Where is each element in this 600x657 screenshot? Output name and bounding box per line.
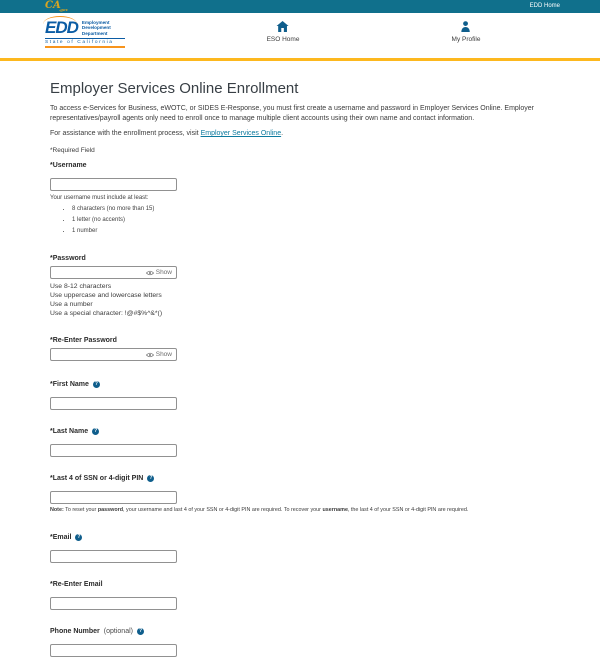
reenter-password-input-group	[50, 348, 177, 361]
main-content	[0, 61, 600, 657]
ca-gov-logo-suffix: .gov	[58, 7, 68, 12]
assistance-prefix: For assistance with the enrollment process, visit	[50, 130, 201, 137]
eye-icon	[146, 352, 154, 358]
home-icon	[277, 21, 289, 32]
help-icon[interactable]: ?	[94, 381, 98, 387]
phone-label: Phone Number (optional) ?	[50, 628, 143, 635]
phone-optional-label: (optional)	[103, 628, 133, 635]
note-text: , your username and last 4 of your SSN or 4-digit PIN are required. To recover your	[123, 507, 323, 513]
reenter-email-label: *Re-Enter Email	[50, 581, 103, 588]
required-field-note: *Required Field	[50, 147, 95, 154]
reenter-email-input[interactable]	[50, 597, 177, 610]
assistance-line	[50, 130, 560, 137]
username-label: *Username	[50, 162, 87, 169]
username-requirements-list	[72, 205, 560, 235]
ssn-pin-input[interactable]	[50, 491, 177, 504]
email-label: *Email ?	[50, 534, 81, 541]
phone-group	[50, 628, 560, 657]
email-group	[50, 534, 560, 563]
password-hint: Use 8-12 characters	[50, 283, 112, 290]
first-name-input[interactable]	[50, 397, 177, 410]
help-icon[interactable]: ?	[149, 475, 153, 481]
employer-services-online-link[interactable]: Employer Services Online	[200, 130, 282, 137]
nav-eso-home-label: ESO Home	[266, 36, 300, 43]
reenter-password-label: *Re-Enter Password	[50, 337, 117, 344]
username-input[interactable]	[50, 178, 177, 191]
eye-icon	[146, 270, 154, 276]
password-group	[50, 255, 560, 318]
help-icon[interactable]: ?	[138, 628, 143, 634]
ssn-pin-label: *Last 4 of SSN or 4-digit PIN ?	[50, 475, 153, 482]
edd-logo-divider	[45, 38, 125, 39]
password-show-label: Show	[155, 269, 172, 276]
first-name-group	[50, 381, 560, 410]
utility-bar	[0, 0, 600, 13]
password-hints	[50, 282, 560, 318]
note-bold: username	[322, 507, 348, 513]
nav-my-profile[interactable]	[452, 21, 481, 43]
reenter-email-group	[50, 581, 560, 610]
last-name-input[interactable]	[50, 444, 177, 457]
person-icon	[460, 21, 472, 32]
note-text: , the last 4 of your SSN or 4-digit PIN are required.	[347, 507, 469, 513]
ssn-pin-note	[50, 507, 560, 514]
intro-paragraph: To access e-Services for Business, eWOTC, or SIDES E-Response, you must first create a username and password in Employer Services Online. Employer representatives/payroll agents only need to enroll once to manage multiple client accounts using their own name and contact information.	[50, 105, 534, 122]
phone-input[interactable]	[50, 644, 177, 657]
ca-gov-logo-text: CA	[45, 0, 61, 11]
nav-eso-home[interactable]	[267, 21, 300, 43]
password-show-button[interactable]	[146, 269, 176, 276]
note-bold: Note:	[50, 507, 64, 513]
note-text: To reset your	[63, 507, 98, 513]
nav-my-profile-label: My Profile	[451, 36, 481, 43]
edd-logo-underline	[45, 46, 125, 48]
reenter-password-show-button[interactable]	[146, 351, 176, 358]
last-name-group	[50, 428, 560, 457]
assistance-suffix: .	[281, 130, 284, 137]
username-requirement: • 8 characters (no more than 15)	[72, 205, 560, 213]
edd-home-link[interactable]: EDD Home	[529, 3, 560, 9]
edd-logo[interactable]	[45, 19, 125, 48]
email-input[interactable]	[50, 550, 177, 563]
password-label: *Password	[50, 255, 86, 262]
username-requirement: • 1 number	[72, 227, 560, 235]
help-icon[interactable]: ?	[77, 534, 81, 540]
help-icon[interactable]: ?	[94, 428, 98, 434]
edd-logo-tagline: State of California	[45, 40, 114, 45]
last-name-label: *Last Name ?	[50, 428, 98, 435]
note-bold: password	[97, 507, 124, 513]
password-hint: Use a number	[50, 301, 93, 308]
password-hint: Use uppercase and lowercase letters	[50, 292, 162, 299]
edd-logo-lines: Employment Development Department	[81, 20, 111, 36]
reenter-password-show-label: Show	[155, 351, 172, 358]
page-title: Employer Services Online Enrollment	[50, 80, 299, 97]
reenter-password-group	[50, 337, 560, 361]
site-header	[0, 13, 600, 58]
username-group	[50, 162, 560, 235]
username-requirement: • 1 letter (no accents)	[72, 216, 560, 224]
ssn-pin-group	[50, 475, 560, 514]
username-hint-title: Your username must include at least:	[50, 195, 149, 201]
first-name-label: *First Name ?	[50, 381, 98, 388]
password-input[interactable]	[51, 269, 146, 276]
reenter-password-input[interactable]	[51, 351, 146, 358]
password-hint: Use a special character: !@#$%^&*()	[50, 310, 163, 317]
password-input-group	[50, 266, 177, 279]
edd-logo-acronym: EDD	[45, 18, 78, 37]
